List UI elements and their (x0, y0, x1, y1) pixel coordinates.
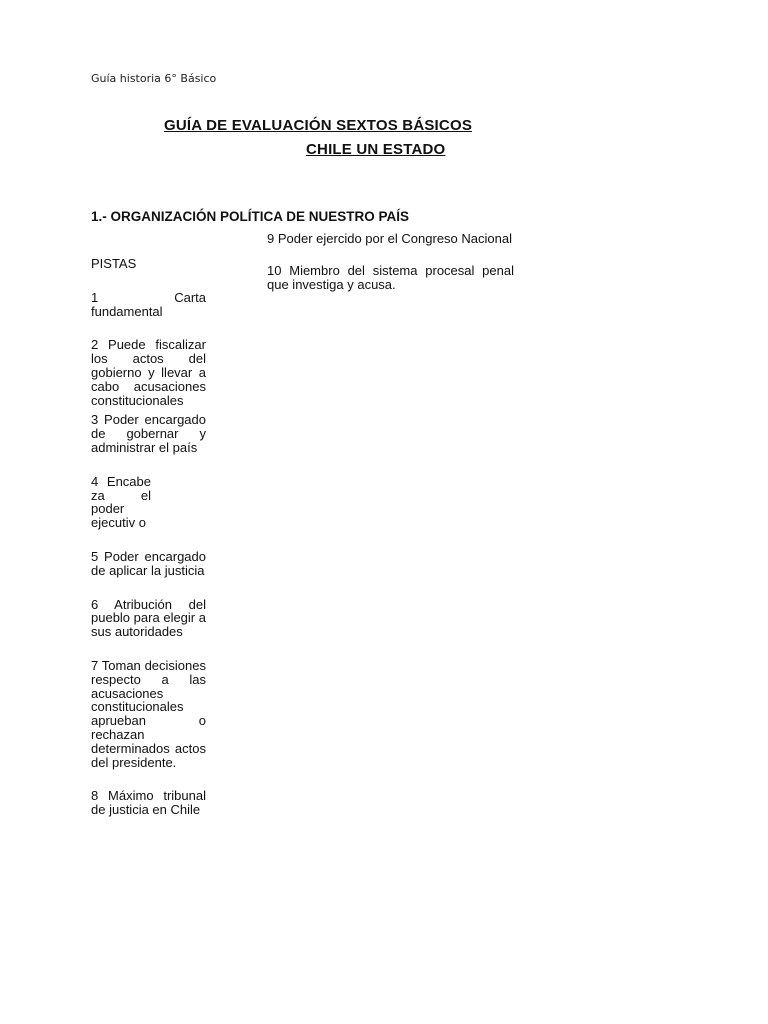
clue-3: 3 Poder encargado de gobernar y administrar el país (91, 412, 206, 455)
section-heading: 1.- ORGANIZACIÓN POLÍTICA DE NUESTRO PAÍS (91, 209, 410, 224)
clue-2: 2 Puede fiscalizar los actos del gobierno y llevar a cabo acusaciones constitucionales (91, 337, 206, 408)
clue-7: 7 Toman decisiones respecto a las acusaciones constitucionales aprueban o rechazan determinados actos del presidente. (91, 657, 206, 770)
running-header: Guía historia 6° Básico (91, 72, 217, 85)
clue-10: 10 Miembro del sistema procesal penal que investiga y acusa. (267, 262, 514, 292)
clues-column-right (267, 232, 514, 291)
document-subtitle: CHILE UN ESTADO (306, 141, 446, 158)
clue-9: 9 Poder ejercido por el Congreso Nacional (267, 231, 512, 246)
document-title: GUÍA DE EVALUACIÓN SEXTOS BÁSICOS (164, 117, 473, 134)
pistas-label: PISTAS (91, 256, 137, 271)
clue-6: 6 Atribución del pueblo para elegir a sus autoridades (91, 596, 206, 640)
clue-8: 8 Máximo tribunal de justicia en Chile (91, 788, 206, 818)
clue-5: 5 Poder encargado de aplicar la justicia (91, 548, 206, 578)
clues-column-left (91, 257, 206, 817)
clue-4: 4 Encabe za el poder ejecutiv o (91, 473, 151, 531)
clue-1: 1 Carta fundamental (91, 289, 206, 319)
